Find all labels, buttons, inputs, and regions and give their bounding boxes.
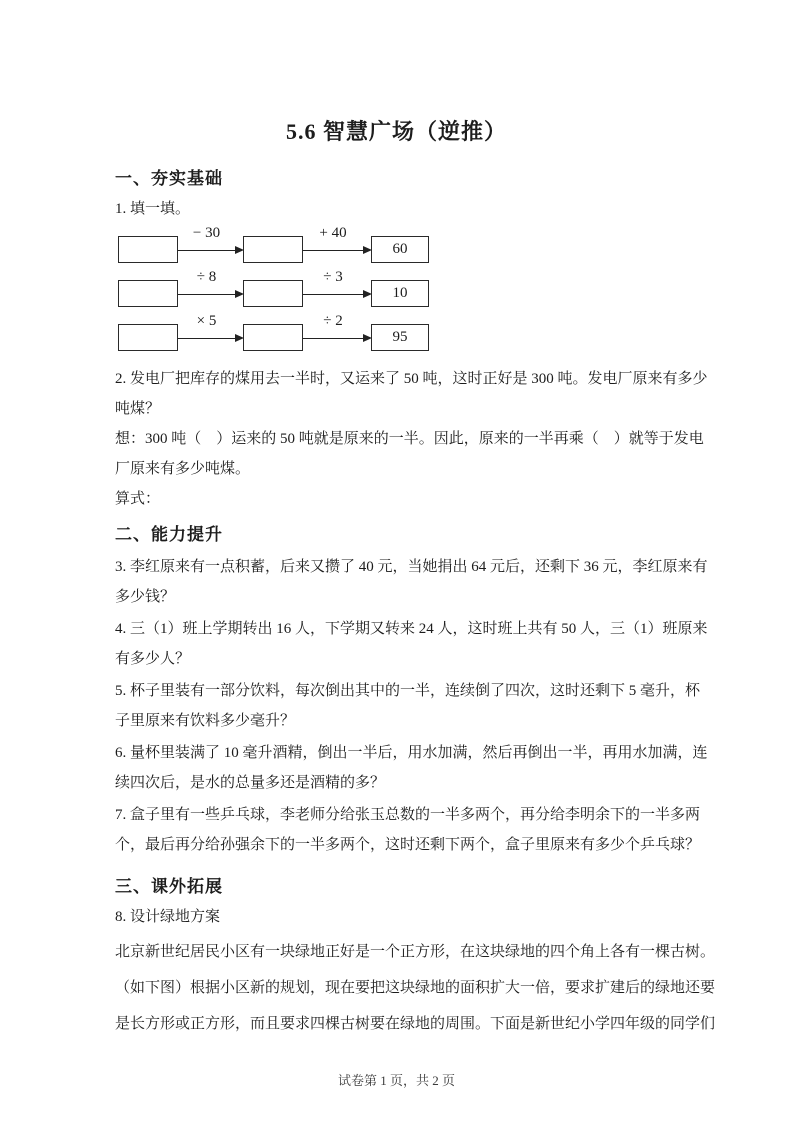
question-7 xyxy=(115,800,701,860)
question-2-line: 2. 发电厂把库存的煤用去一半时，又运来了 50 吨，这时正好是 300 吨。发电厂原来有多少 xyxy=(115,371,708,387)
blank-middle-box xyxy=(243,280,303,307)
question-6 xyxy=(115,738,708,798)
question-8-intro-line: 北京新世纪居民小区有一块绿地正好是一个正方形，在这块绿地的四个角上各有一棵古树。 xyxy=(115,944,716,960)
operation-label: ÷ 8 xyxy=(196,269,217,285)
question-3-line: 多少钱？ xyxy=(115,589,176,605)
page-footer: 试卷第 1 页，共 2 页 xyxy=(337,1073,455,1088)
question-1-label: 1. 填一填。 xyxy=(115,201,191,217)
operation-label: − 30 xyxy=(192,225,221,241)
arrow-right-icon xyxy=(235,334,244,342)
arrow-line xyxy=(178,338,238,339)
operation-arrow xyxy=(178,269,243,307)
question-2-line: 吨煤？ xyxy=(115,401,161,417)
operation-arrow xyxy=(303,225,371,263)
operation-arrow xyxy=(303,313,371,351)
question-4-line: 4. 三（1）班上学期转出 16 人，下学期又转来 24 人，这时班上共有 50 人，三（1）班原来 xyxy=(115,621,708,637)
blank-input-box xyxy=(118,324,178,351)
flow-row-1 xyxy=(118,225,693,263)
result-box xyxy=(371,324,429,351)
flow-row-2 xyxy=(118,269,693,307)
question-6-line: 6. 量杯里装满了 10 毫升酒精，倒出一半后，用水加满，然后再倒出一半，再用水加满，连 xyxy=(115,745,708,761)
result-box xyxy=(371,280,429,307)
question-3-line: 3. 李红原来有一点积蓄，后来又攒了 40 元，当她捐出 64 元后，还剩下 36 元，李红原来有 xyxy=(115,559,708,575)
blank-input-box xyxy=(118,236,178,263)
question-6-line: 续四次后，是水的总量多还是酒精的多？ xyxy=(115,775,386,791)
arrow-right-icon xyxy=(363,246,372,254)
operation-arrow xyxy=(178,313,243,351)
arrow-line xyxy=(178,250,238,251)
page-content xyxy=(0,164,793,1042)
question-5-line: 子里原来有饮料多少毫升？ xyxy=(115,713,296,729)
question-4-line: 有多少人？ xyxy=(115,651,191,667)
question-4 xyxy=(115,614,708,674)
section-heading-basics: 一、夯实基础 xyxy=(115,169,223,188)
result-value: 60 xyxy=(392,241,408,257)
flow-diagram xyxy=(118,225,693,351)
question-2-hint-line: 厂原来有多少吨煤。 xyxy=(115,461,251,477)
arrow-right-icon xyxy=(363,334,372,342)
arrow-line xyxy=(178,294,238,295)
operation-arrow xyxy=(303,269,371,307)
question-7-line: 个，最后再分给孙强余下的一半多两个，这时还剩下两个，盒子里原来有多少个乒乓球？ xyxy=(115,837,701,853)
section-heading-extension: 三、课外拓展 xyxy=(115,877,223,896)
section-heading-improve: 二、能力提升 xyxy=(115,525,223,544)
result-value: 10 xyxy=(392,285,408,301)
question-8-intro-line: 是长方形或正方形，而且要求四棵古树要在绿地的周围。下面是新世纪小学四年级的同学们 xyxy=(115,1016,716,1032)
operation-label: + 40 xyxy=(319,225,347,241)
operation-label: ÷ 2 xyxy=(323,313,343,329)
operation-label: ÷ 3 xyxy=(323,269,343,285)
question-5 xyxy=(115,676,701,736)
question-3 xyxy=(115,552,708,612)
blank-middle-box xyxy=(243,324,303,351)
question-8-intro-line: （如下图）根据小区新的规划，现在要把这块绿地的面积扩大一倍，要求扩建后的绿地还要 xyxy=(115,980,716,996)
question-2-equation-label: 算式： xyxy=(115,491,161,507)
operation-label: × 5 xyxy=(196,313,217,329)
question-8-label: 8. 设计绿地方案 xyxy=(115,909,221,925)
operation-arrow xyxy=(178,225,243,263)
blank-middle-box xyxy=(243,236,303,263)
arrow-line xyxy=(303,338,366,339)
question-2-hint-line: 想：300 吨（ ）运来的 50 吨就是原来的一半。因此，原来的一半再乘（ ）就等于发电 xyxy=(115,431,704,447)
blank-input-box xyxy=(118,280,178,307)
question-2 xyxy=(115,364,708,514)
question-7-line: 7. 盒子里有一些乒乓球，李老师分给张玉总数的一半多两个，再分给李明余下的一半多两 xyxy=(115,807,701,823)
result-box xyxy=(371,236,429,263)
arrow-line xyxy=(303,250,366,251)
flow-row-3 xyxy=(118,313,693,351)
result-value: 95 xyxy=(392,329,408,345)
arrow-right-icon xyxy=(363,290,372,298)
arrow-right-icon xyxy=(235,290,244,298)
arrow-right-icon xyxy=(235,246,244,254)
page-title: 5.6 智慧广场（逆推） xyxy=(285,119,507,144)
arrow-line xyxy=(303,294,366,295)
question-8-intro xyxy=(115,934,716,1042)
question-5-line: 5. 杯子里装有一部分饮料，每次倒出其中的一半，连续倒了四次，这时还剩下 5 毫升，杯 xyxy=(115,683,701,699)
